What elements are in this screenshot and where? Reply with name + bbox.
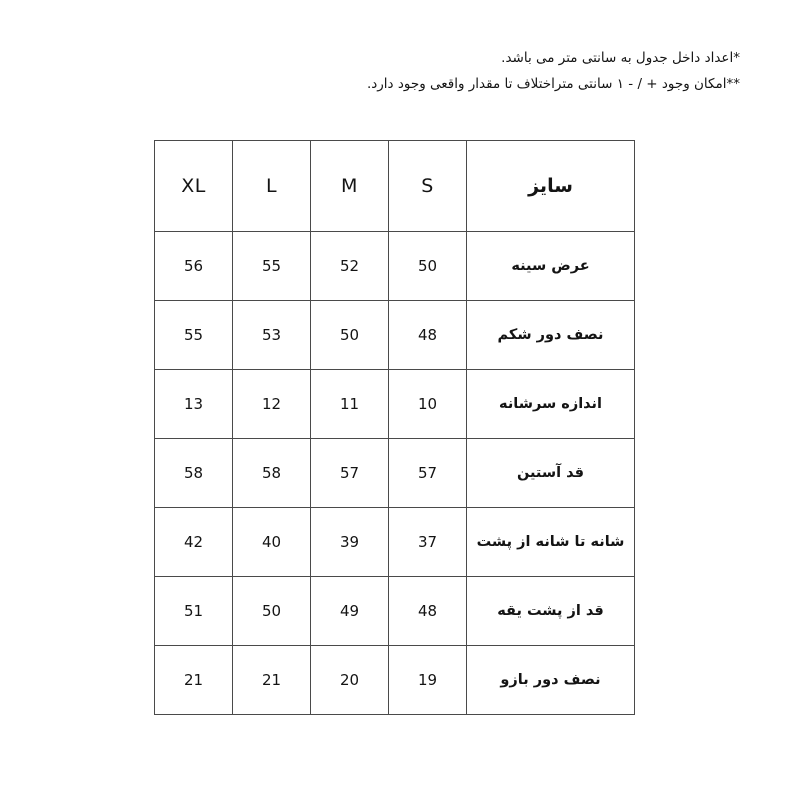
- cell-chest-width-m: 52: [311, 232, 389, 301]
- cell-shoulder-size-xl: 13: [155, 370, 233, 439]
- cell-half-waist-s: 48: [389, 301, 467, 370]
- cell-half-arm-circumference-xl: 21: [155, 646, 233, 715]
- note-line-1: *اعداد داخل جدول به سانتی متر می باشد.: [501, 50, 740, 66]
- cell-half-waist-l: 53: [233, 301, 311, 370]
- cell-sleeve-length-l: 58: [233, 439, 311, 508]
- cell-sleeve-length-xl: 58: [155, 439, 233, 508]
- size-table-body: [155, 232, 635, 715]
- cell-half-waist-m: 50: [311, 301, 389, 370]
- cell-shoulder-to-shoulder-back-m: 39: [311, 508, 389, 577]
- cell-sleeve-length-m: 57: [311, 439, 389, 508]
- cell-half-arm-circumference-l: 21: [233, 646, 311, 715]
- cell-chest-width-s: 50: [389, 232, 467, 301]
- cell-length-from-back-collar-s: 48: [389, 577, 467, 646]
- size-table-container: [155, 140, 635, 715]
- table-row: [155, 577, 635, 646]
- cell-half-arm-circumference-m: 20: [311, 646, 389, 715]
- row-label-length-from-back-collar: قد از پشت یقه: [467, 577, 635, 646]
- notes-block: [80, 46, 740, 97]
- size-table: [154, 140, 635, 715]
- table-row: [155, 301, 635, 370]
- cell-sleeve-length-s: 57: [389, 439, 467, 508]
- table-row: [155, 508, 635, 577]
- table-row: [155, 370, 635, 439]
- cell-half-arm-circumference-s: 19: [389, 646, 467, 715]
- cell-length-from-back-collar-m: 49: [311, 577, 389, 646]
- row-label-chest-width: عرض سینه: [467, 232, 635, 301]
- cell-shoulder-size-s: 10: [389, 370, 467, 439]
- row-label-shoulder-to-shoulder-back: شانه تا شانه از پشت: [467, 508, 635, 577]
- header-cell-size-l: L: [233, 141, 311, 232]
- cell-shoulder-to-shoulder-back-xl: 42: [155, 508, 233, 577]
- cell-shoulder-to-shoulder-back-l: 40: [233, 508, 311, 577]
- cell-shoulder-size-l: 12: [233, 370, 311, 439]
- header-cell-size-xl: XL: [155, 141, 233, 232]
- table-row: [155, 232, 635, 301]
- row-label-half-arm-circumference: نصف دور بازو: [467, 646, 635, 715]
- cell-length-from-back-collar-l: 50: [233, 577, 311, 646]
- cell-length-from-back-collar-xl: 51: [155, 577, 233, 646]
- note-line-2: **امکان وجود + / - ۱ سانتی متراختلاف تا مقدار واقعی وجود دارد.: [366, 75, 740, 92]
- table-header-row: [155, 141, 635, 232]
- row-label-sleeve-length: قد آستین: [467, 439, 635, 508]
- cell-chest-width-xl: 56: [155, 232, 233, 301]
- row-label-shoulder-size: اندازه سرشانه: [467, 370, 635, 439]
- row-label-half-waist: نصف دور شکم: [467, 301, 635, 370]
- table-row: [155, 439, 635, 508]
- table-row: [155, 646, 635, 715]
- header-cell-size-s: S: [389, 141, 467, 232]
- cell-shoulder-size-m: 11: [311, 370, 389, 439]
- size-table-header: [155, 141, 635, 232]
- cell-chest-width-l: 55: [233, 232, 311, 301]
- header-cell-size-label: سایز: [467, 141, 635, 232]
- cell-shoulder-to-shoulder-back-s: 37: [389, 508, 467, 577]
- header-cell-size-m: M: [311, 141, 389, 232]
- cell-half-waist-xl: 55: [155, 301, 233, 370]
